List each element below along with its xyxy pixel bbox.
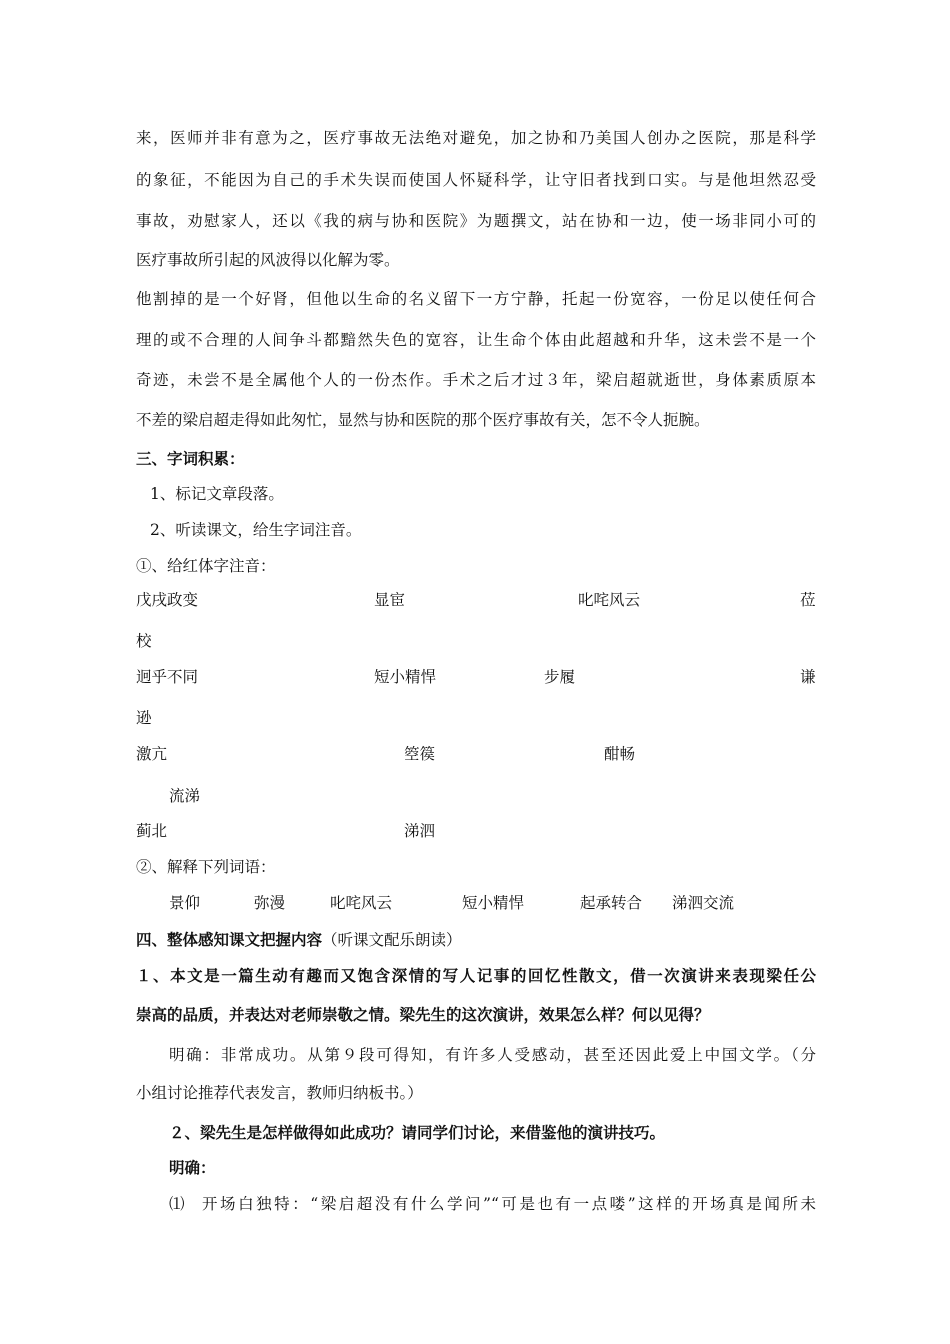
vocab-word: 激亢	[136, 745, 168, 763]
question-line: ２、梁先生是怎样做得如此成功？请同学们讨论，来借鉴他的演讲技巧。	[169, 1123, 666, 1142]
section-heading-note: （听课文配乐朗读）	[322, 931, 462, 949]
term: 短小精悍	[462, 894, 525, 912]
item-number: ⑴	[169, 1195, 185, 1213]
vocab-word: 逊	[136, 709, 152, 727]
paragraph-line: 医疗事故所引起的风波得以化解为零。	[136, 251, 400, 269]
vocab-word: 戊戌政变	[136, 591, 199, 609]
term: 叱咤风云	[330, 894, 393, 912]
vocab-word: 酣畅	[604, 745, 636, 763]
vocab-word: 谦	[800, 668, 816, 686]
vocab-row	[136, 590, 816, 610]
paragraph-line: 理的或不合理的人间争斗都黯然失色的宽容，让生命个体由此超越和升华，这未尝不是一个	[136, 331, 816, 349]
answer-label: 明确：	[169, 1158, 216, 1177]
vocab-row	[136, 744, 816, 764]
paragraph-line: 事故，劝慰家人，还以《我的病与协和医院》为题撰文，站在协和一边，使一场非同小可的	[136, 212, 816, 230]
vocab-row	[136, 821, 816, 841]
term: 起承转合	[580, 894, 643, 912]
vocab-word: 箜篌	[404, 745, 436, 763]
vocab-word: 蓟北	[136, 822, 168, 840]
paragraph-line: 不差的梁启超走得如此匆忙，显然与协和医院的那个医疗事故有关，怎不令人扼腕。	[136, 411, 710, 429]
section-heading	[136, 930, 462, 950]
vocab-word: 步履	[544, 668, 576, 686]
list-item: 1、标记文章段落。	[150, 485, 284, 503]
term: 弥漫	[254, 894, 286, 912]
paragraph-line: 他割掉的是一个好肾，但他以生命的名义留下一方宁静，托起一份宽容，一份足以使任何合	[136, 290, 816, 308]
term: 景仰	[169, 894, 201, 912]
answer-line: 小组讨论推荐代表发言，教师归纳板书。）	[136, 1084, 423, 1102]
term: 涕泗交流	[672, 894, 735, 912]
vocab-word: 叱咤风云	[578, 591, 641, 609]
item-text: 开场白独特：“梁启超没有什么学问”“可是也有一点喽”这样的开场真是闻所未	[202, 1195, 816, 1213]
vocab-word: 短小精悍	[374, 668, 437, 686]
section-heading: 三、字词积累：	[136, 449, 245, 468]
sub-heading: ②、解释下列词语：	[136, 858, 276, 876]
vocab-word: 校	[136, 632, 152, 650]
paragraph-line: 的象征，不能因为自己的手术失误而使国人怀疑科学，让守旧者找到口实。与是他坦然忍受	[136, 171, 816, 189]
sub-heading: ①、给红体字注音：	[136, 557, 276, 575]
vocab-word: 涕泗	[404, 822, 436, 840]
question-line: １、本文是一篇生动有趣而又饱含深情的写人记事的回忆性散文，借一次演讲来表现梁任公	[136, 966, 816, 985]
section-heading-text: 四、整体感知课文把握内容	[136, 930, 323, 949]
paragraph-line: 来，医师并非有意为之，医疗事故无法绝对避免，加之协和乃美国人创办之医院，那是科学	[136, 129, 816, 147]
vocab-word: 流涕	[169, 787, 201, 805]
answer-line: 明确：非常成功。从第９段可得知，有许多人受感动，甚至还因此爱上中国文学。（分	[169, 1046, 816, 1064]
vocab-word: 迥乎不同	[136, 668, 199, 686]
vocab-word: 莅	[800, 591, 816, 609]
vocab-word: 显宦	[374, 591, 406, 609]
answer-item	[136, 1194, 816, 1214]
vocab-row	[136, 667, 816, 687]
list-item: 2、听读课文，给生字词注音。	[150, 521, 362, 539]
terms-row	[136, 893, 816, 913]
paragraph-line: 奇迹，未尝不是全属他个人的一份杰作。手术之后才过３年，梁启超就逝世，身体素质原本	[136, 371, 816, 389]
question-line: 崇高的品质，并表达对老师崇敬之情。梁先生的这次演讲，效果怎么样？何以见得？	[136, 1005, 710, 1024]
